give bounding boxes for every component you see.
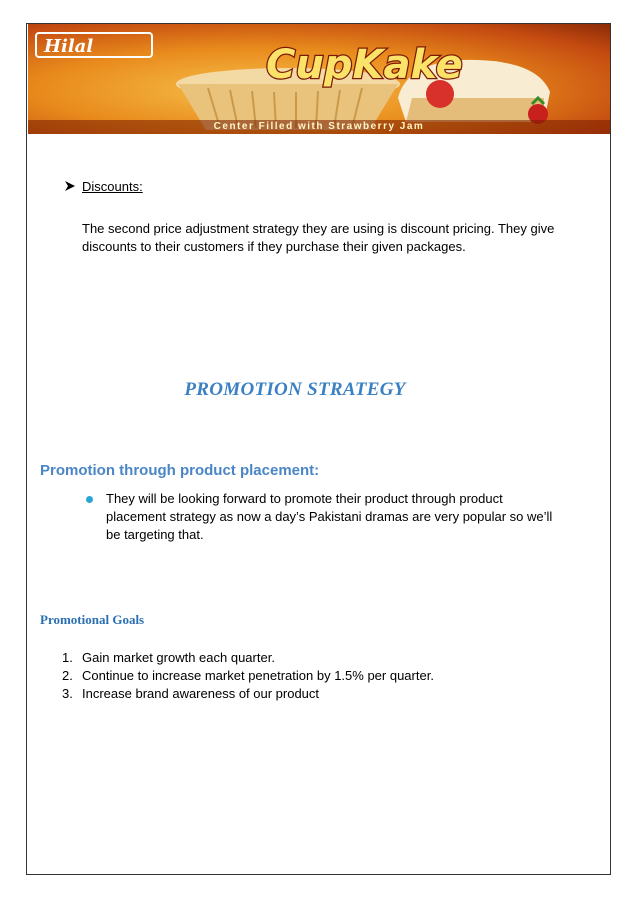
- banner-tagline: Center Filled with Strawberry Jam: [28, 120, 610, 134]
- list-item-text: Continue to increase market penetration by 1.5% per quarter.: [82, 668, 434, 683]
- arrow-bullet-icon: [64, 180, 76, 192]
- promotional-goals-list: [62, 649, 434, 703]
- list-item: [62, 649, 434, 667]
- list-item: [62, 667, 434, 685]
- list-item: [62, 685, 434, 703]
- promotional-goals-heading: Promotional Goals: [40, 612, 145, 627]
- bullet-dot-icon: [86, 496, 93, 503]
- page-border: [26, 23, 611, 875]
- promotion-strategy-title: PROMOTION STRATEGY: [184, 379, 406, 400]
- list-number: 3.: [62, 686, 73, 701]
- discounts-heading: Discounts:: [82, 179, 143, 194]
- svg-text:CupKake: CupKake: [266, 42, 463, 88]
- product-placement-heading: Promotion through product placement:: [40, 462, 320, 479]
- list-number: 1.: [62, 650, 73, 665]
- list-number: 2.: [62, 668, 73, 683]
- discounts-paragraph: The second price adjustment strategy they are using is discount pricing. They give discounts to their customers if they purchase their given packages.: [82, 221, 555, 254]
- hilal-logo: [34, 30, 154, 60]
- list-item-text: Gain market growth each quarter.: [82, 650, 275, 665]
- cupkake-brand-logo: [258, 34, 578, 90]
- svg-text:Hilal: Hilal: [44, 36, 94, 57]
- product-banner: [28, 24, 610, 134]
- list-item-text: Increase brand awareness of our product: [82, 686, 320, 701]
- product-placement-paragraph: They will be looking forward to promote their product through product placement strategy as now a day’s Pakistani dramas are very popular so we’ll be targeting that.: [106, 491, 553, 542]
